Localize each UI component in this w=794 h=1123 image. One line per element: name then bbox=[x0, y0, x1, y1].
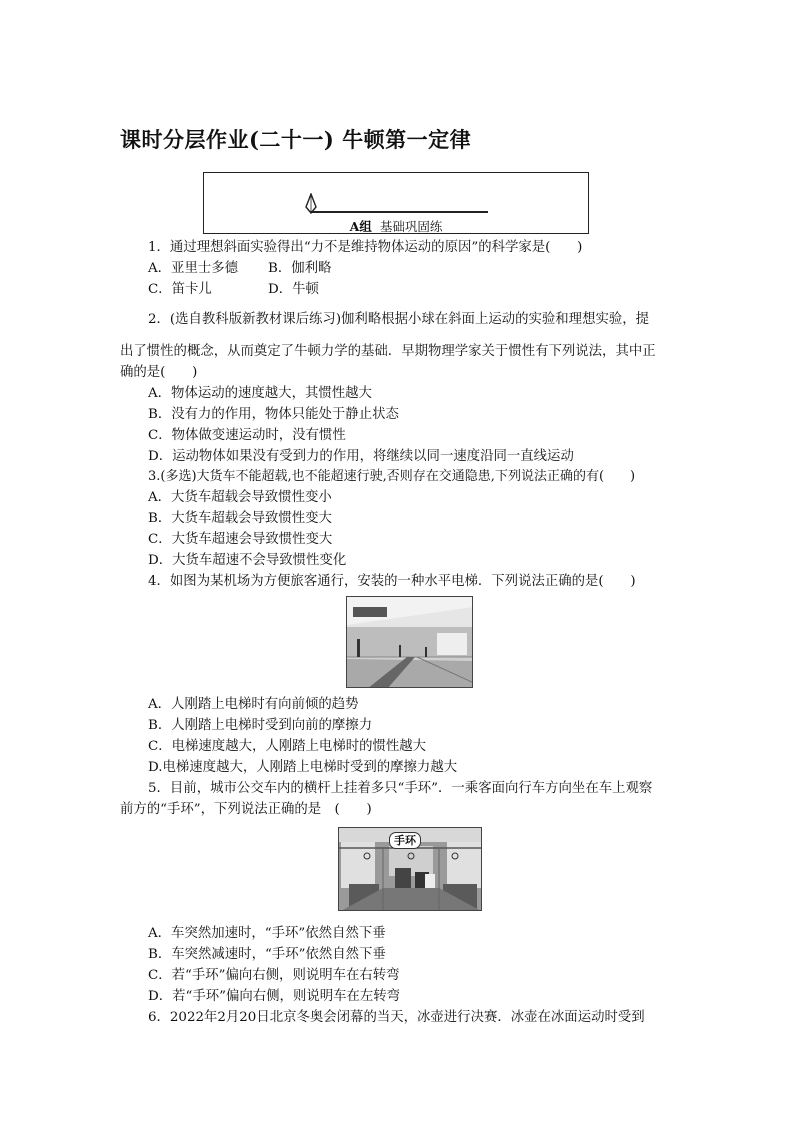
q1-option-d: D．牛顿 bbox=[268, 282, 319, 297]
q2-option-b: B．没有力的作用，物体只能处于静止状态 bbox=[148, 407, 399, 422]
q2-option-a: A．物体运动的速度越大，其惯性越大 bbox=[148, 386, 372, 401]
q6-stem-line1: 6．2022年2月20日北京冬奥会闭幕的当天，冰壶进行决赛．冰壶在冰面运动时受到 bbox=[148, 1010, 645, 1025]
q5-option-d: D．若“手环”偏向右侧，则说明车在左转弯 bbox=[148, 989, 401, 1004]
q4-option-c: C．电梯速度越大，人刚踏上电梯时的惯性越大 bbox=[148, 739, 427, 754]
airport-walkway-photo bbox=[346, 596, 473, 688]
q5-stem-line1: 5．目前，城市公交车内的横杆上挂着多只“手环”．一乘客面向行车方向坐在车上观察 bbox=[148, 781, 653, 796]
bubble-label: 手环 bbox=[389, 832, 421, 849]
bus-interior-photo bbox=[338, 827, 482, 911]
q5-stem-line2: 前方的“手环”，下列说法正确的是 ( ) bbox=[120, 802, 372, 817]
q4-option-a: A．人刚踏上电梯时有向前倾的趋势 bbox=[148, 697, 359, 712]
page-title: 课时分层作业(二十一) 牛顿第一定律 bbox=[120, 127, 472, 152]
q1-option-a: A．亚里士多德 bbox=[148, 261, 239, 276]
section-banner bbox=[203, 172, 589, 234]
q2-stem-line2: 出了惯性的概念，从而奠定了牛顿力学的基础．早期物理学家关于惯性有下列说法，其中正 bbox=[120, 344, 656, 359]
q2-option-d: D．运动物体如果没有受到力的作用，将继续以同一速度沿同一直线运动 bbox=[148, 449, 574, 464]
q2-stem-line3: 确的是( ) bbox=[120, 365, 198, 380]
q5-option-a: A．车突然加速时，“手环”依然自然下垂 bbox=[148, 926, 386, 941]
q3-option-b: B．大货车超载会导致惯性变大 bbox=[148, 511, 332, 526]
q2-option-c: C．物体做变速运动时，没有惯性 bbox=[148, 428, 346, 443]
q1-option-b: B．伽利略 bbox=[268, 261, 332, 276]
q3-option-c: C．大货车超速会导致惯性变大 bbox=[148, 532, 333, 547]
q3-stem: 3.(多选)大货车不能超载,也不能超速行驶,否则存在交通隐患,下列说法正确的有( ) bbox=[148, 469, 636, 484]
q4-stem: 4．如图为某机场为方便旅客通行，安装的一种水平电梯．下列说法正确的是( ) bbox=[148, 574, 636, 589]
banner-rule bbox=[310, 211, 488, 213]
q1-stem: 1．通过理想斜面实验得出“力不是维持物体运动的原因”的科学家是( ) bbox=[148, 240, 583, 255]
q3-option-d: D．大货车超速不会导致惯性变化 bbox=[148, 553, 347, 568]
q4-option-d: D.电梯速度越大，人刚踏上电梯时受到的摩擦力越大 bbox=[148, 760, 458, 775]
section-group: A组 bbox=[349, 219, 372, 234]
section-label bbox=[204, 217, 588, 235]
q3-option-a: A．大货车超载会导致惯性变小 bbox=[148, 490, 332, 505]
q5-option-b: B．车突然减速时，“手环”依然自然下垂 bbox=[148, 947, 386, 962]
q2-stem-line1: 2．(选自教科版新教材课后练习)伽利略根据小球在斜面上运动的实验和理想实验，提 bbox=[148, 312, 650, 327]
q1-option-c: C．笛卡儿 bbox=[148, 282, 212, 297]
q4-option-b: B．人刚踏上电梯时受到向前的摩擦力 bbox=[148, 718, 373, 733]
q5-option-c: C．若“手环”偏向右侧，则说明车在右转弯 bbox=[148, 968, 400, 983]
section-name: 基础巩固练 bbox=[379, 219, 443, 234]
